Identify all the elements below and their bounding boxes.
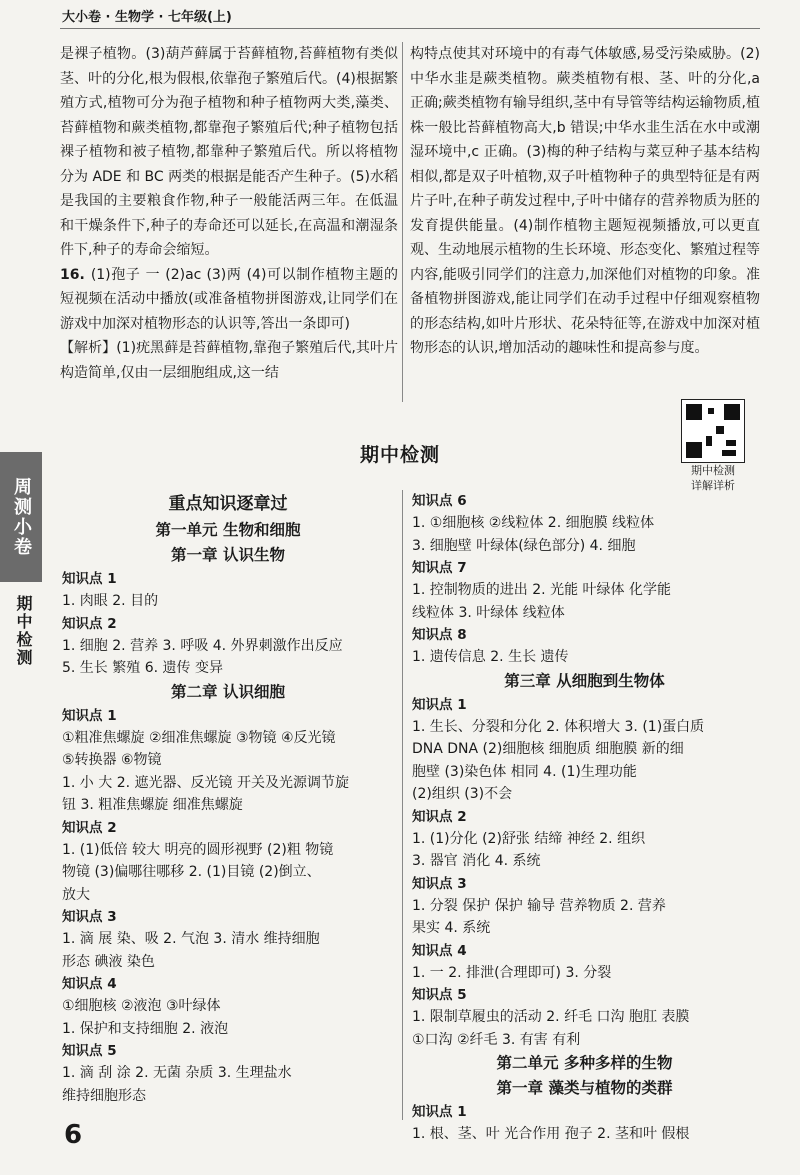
review-title: 重点知识逐章过	[168, 494, 288, 514]
answer-line: ①细胞核 ②液泡 ③叶绿体	[62, 998, 221, 1014]
answer-line: 1. 滴 展 染、吸 2. 气泡 3. 清水 维持细胞	[62, 931, 320, 947]
answer-line: ①粗准焦螺旋 ②细准焦螺旋 ③物镜 ④反光镜	[62, 729, 336, 746]
q16-analysis: 【解析】(1)疣黑藓是苔藓植物,靠孢子繁殖后代,其叶片构造简单,仅由一层细胞组成,这一结	[60, 340, 398, 381]
kp-heading: 知识点 3	[62, 909, 117, 925]
header-rule	[60, 28, 760, 29]
answer-line: 1. 小 大 2. 遮光器、反光镜 开关及光源调节旋	[62, 774, 349, 791]
answer-line: 1. 分裂 保护 保护 输导 营养物质 2. 营养	[412, 897, 666, 914]
kp-heading: 知识点 5	[62, 1043, 117, 1059]
kp-heading: 知识点 8	[412, 627, 467, 643]
chapter-heading: 第一章 藻类与植物的类群	[496, 1079, 673, 1097]
chapter-heading: 第二章 认识细胞	[171, 682, 285, 701]
answer-continuation	[60, 42, 760, 412]
kp-heading: 知识点 6	[412, 493, 467, 509]
kp-heading: 知识点 1	[412, 696, 467, 713]
side-label: 期中检测	[14, 595, 33, 667]
kp-heading: 知识点 2	[412, 808, 467, 825]
answer-line: 1. 生长、分裂和分化 2. 体积增大 3. (1)蛋白质	[412, 718, 705, 735]
kp-heading: 知识点 4	[62, 976, 117, 992]
kp-heading: 知识点 5	[412, 987, 467, 1003]
qr-caption-line2: 详解详析	[691, 479, 735, 492]
top-right-column	[410, 42, 760, 361]
kp-heading: 知识点 2	[62, 819, 117, 836]
answer-line: 1. 根、茎、叶 光合作用 孢子 2. 茎和叶 假根	[412, 1126, 690, 1142]
answer-line: 1. 控制物质的进出 2. 光能 叶绿体 化学能	[412, 582, 671, 598]
kp-heading: 知识点 7	[412, 560, 467, 576]
answer-line: 形态 碘液 染色	[62, 953, 155, 970]
q15-analysis-cont: 是裸子植物。(3)葫芦藓属于苔藓植物,苔藓植物有类似茎、叶的分化,根为假根,依靠孢子繁殖后代。(4)根据繁殖方式,植物可分为孢子植物和种子植物两大类,藻类、苔藓植物和蕨类植物,都靠孢子繁殖后代;种子植物包括裸子植物和被子植物,都靠种子繁殖后代。所以将植物分为 ADE 和 BC 两类的根据是能否产生种子。(5)水稻是我国的主要粮食作物,种子一般能活两三年。在低温和干燥条件下,种子的寿命还可以延长,在高温和潮湿条件下,种子的寿命会缩短。	[60, 46, 398, 258]
answer-line: (2)组织 (3)不会	[412, 786, 513, 802]
qr-caption-line1: 期中检测	[691, 464, 735, 477]
answer-line: 果实 4. 系统	[412, 920, 491, 936]
answer-line: 1. 限制草履虫的活动 2. 纤毛 口沟 胞肛 表膜	[412, 1009, 690, 1025]
chapter-heading: 第三章 从细胞到生物体	[504, 671, 665, 690]
column-divider	[402, 490, 403, 1120]
kp-heading: 知识点 2	[62, 615, 117, 632]
answer-line: 1. (1)分化 (2)舒张 结缔 神经 2. 组织	[412, 830, 646, 847]
answer-line: 5. 生长 繁殖 6. 遗传 变异	[62, 660, 223, 676]
answer-line: 1. 遗传信息 2. 生长 遗传	[412, 649, 569, 665]
kp-heading: 知识点 3	[412, 875, 467, 892]
answer-line: 线粒体 3. 叶绿体 线粒体	[412, 604, 565, 621]
chapter-heading: 第一章 认识生物	[171, 546, 285, 564]
answer-line: 维持细胞形态	[62, 1087, 146, 1104]
answer-line: 1. 一 2. 排泄(合理即可) 3. 分裂	[412, 964, 612, 981]
unit-heading: 第一单元 生物和细胞	[155, 521, 301, 539]
answer-line: 3. 细胞壁 叶绿体(绿色部分) 4. 细胞	[412, 537, 636, 554]
running-header: 大小卷 · 生物学 · 七年级(上)	[62, 10, 232, 25]
kp-heading: 知识点 1	[62, 571, 117, 587]
answer-line: 1. (1)低倍 较大 明亮的圆形视野 (2)粗 物镜	[62, 841, 334, 858]
answer-line: 1. ①细胞核 ②线粒体 2. 细胞膜 线粒体	[412, 515, 655, 531]
answer-line: DNA DNA (2)细胞核 细胞质 细胞膜 新的细	[412, 741, 684, 757]
side-tab: 周测小卷	[0, 452, 42, 582]
answer-line: 1. 细胞 2. 营养 3. 呼吸 4. 外界刺激作出反应	[62, 637, 343, 654]
answer-line: 放大	[62, 886, 90, 903]
review-left-column	[62, 490, 394, 1107]
unit-heading: 第二单元 多种多样的生物	[496, 1054, 673, 1072]
answer-line: 3. 器官 消化 4. 系统	[412, 853, 541, 869]
review-right-column	[412, 490, 757, 1146]
answer-line: 1. 保护和支持细胞 2. 液泡	[62, 1020, 229, 1037]
answer-line: 1. 肉眼 2. 目的	[62, 593, 159, 609]
qr-caption	[668, 463, 758, 493]
q16-analysis-cont: 构特点使其对环境中的有毒气体敏感,易受污染威胁。(2)中华水韭是蕨类植物。蕨类植物有根、茎、叶的分化,a 正确;蕨类植物有输导组织,茎中有导管等结构运输物质,植株一般比苔藓植物高大,b 错误;中华水韭生活在水中或潮湿环境中,c 正确。(3)梅的种子结构与菜豆种子基本结构相似,都是双子叶植物,双子叶植物种子的典型特征是有两片子叶,在种子萌发过程中,子叶中储存的营养物质为胚的发育提供能量。(4)制作植物主题短视频播放,可以更直观、生动地展示植物的生长环境、形态变化、繁殖过程等内容,能吸引同学们的注意力,加深他们对植物的印象。准备植物拼图游戏,能让同学们在动手过程中仔细观察植物的形态结构,如叶片形状、花朵特征等,在游戏中加深对植物形态的认识,增加活动的趣味性和提高参与度。	[410, 46, 760, 356]
column-divider	[402, 42, 403, 402]
q16-answer-text: (1)孢子 一 (2)ac (3)两 (4)可以制作植物主题的短视频在活动中播放(或准备植物拼图游戏,让同学们在游戏中加深对植物形态的认识等,答出一条即可)	[60, 266, 398, 332]
answer-line: 胞壁 (3)染色体 相同 4. (1)生理功能	[412, 763, 637, 780]
answer-line: 钮 3. 粗准焦螺旋 细准焦螺旋	[62, 797, 243, 813]
q16-number: 16.	[60, 266, 85, 283]
kp-heading: 知识点 1	[62, 707, 117, 724]
section-title: 期中检测	[359, 444, 440, 466]
kp-heading: 知识点 4	[412, 942, 467, 959]
answer-line: ①口沟 ②纤毛 3. 有害 有利	[412, 1031, 581, 1048]
answer-line: ⑤转换器 ⑥物镜	[62, 752, 162, 768]
kp-heading: 知识点 1	[412, 1104, 467, 1120]
answer-line: 物镜 (3)偏哪往哪移 2. (1)目镜 (2)倒立、	[62, 864, 321, 880]
q16-answer	[60, 263, 398, 337]
answer-line: 1. 滴 刮 涂 2. 无菌 杂质 3. 生理盐水	[62, 1065, 292, 1081]
page-number: 6	[64, 1120, 83, 1150]
top-left-column	[60, 42, 398, 385]
